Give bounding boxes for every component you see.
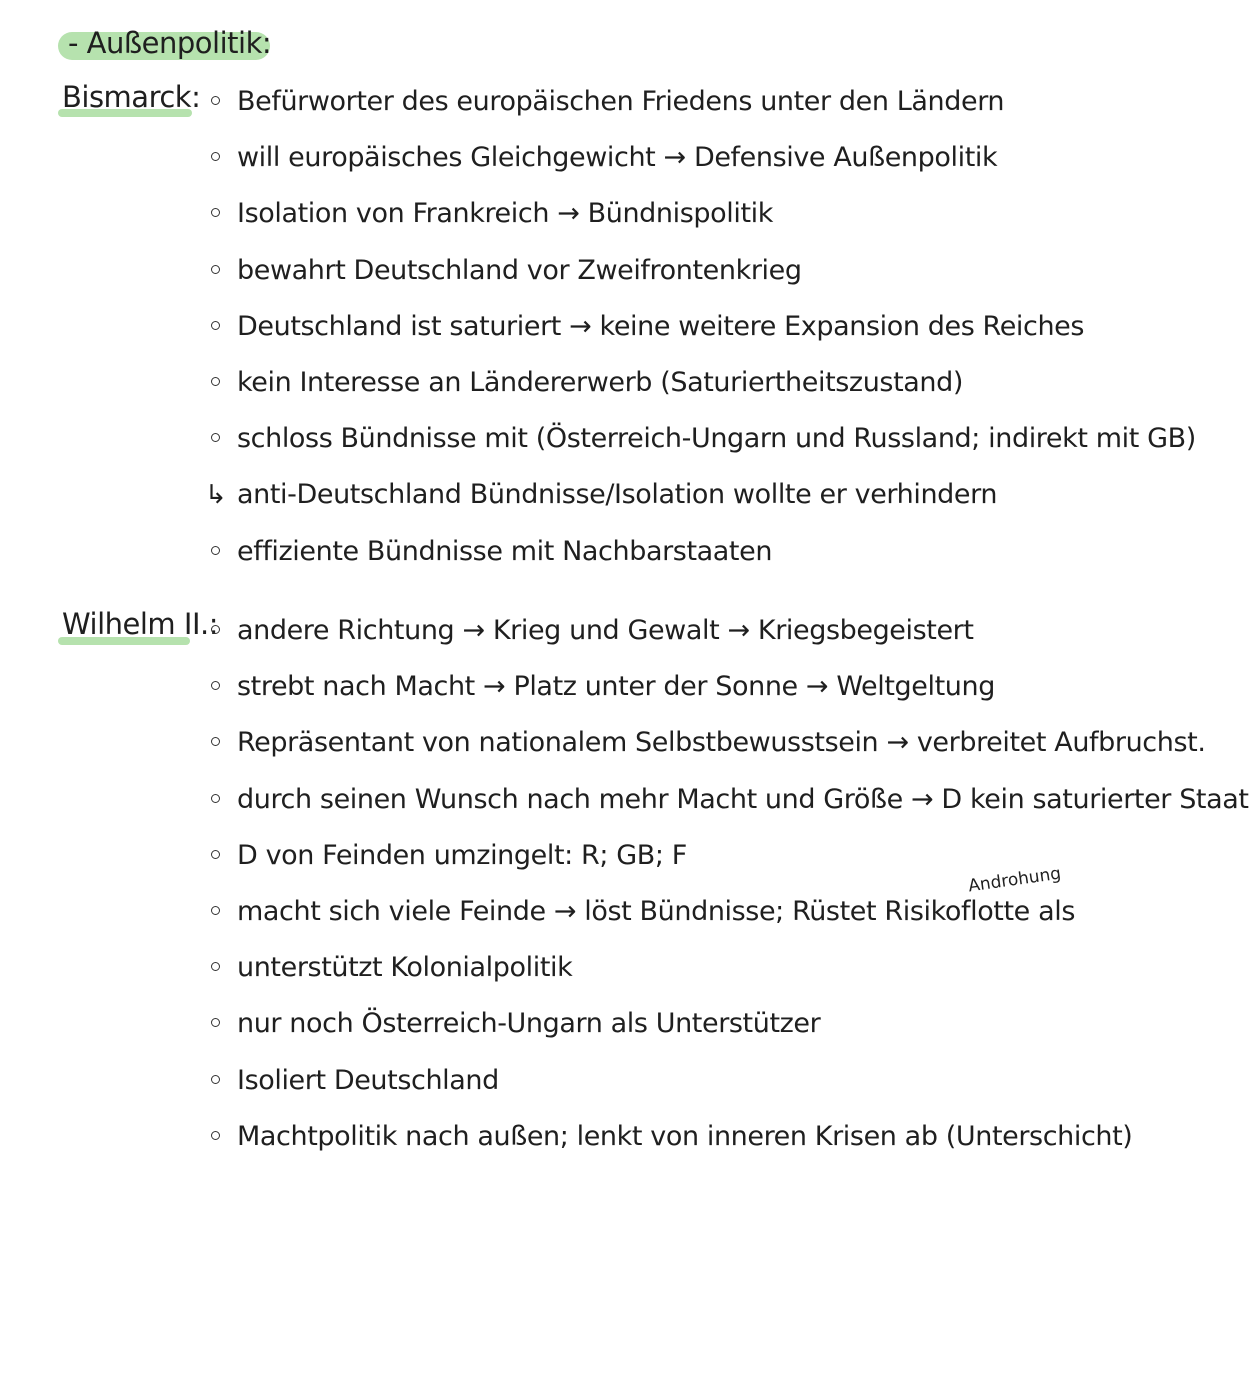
bullet-circle-icon [211,1018,220,1027]
bullet-text: strebt nach Macht → Platz unter der Sonne → Weltgeltung [237,671,995,703]
bullet-circle-icon [211,906,220,915]
wilhelm-list-item [205,1109,1133,1165]
bullet-circle-icon [211,433,220,442]
bullet-circle-icon [211,1075,220,1084]
bullet-text: schloss Bündnisse mit (Österreich-Ungarn und Russland; indirekt mit GB) [237,423,1196,455]
wilhelm-list-item [205,996,1065,1052]
wilhelm-list-item [205,940,1065,996]
bismarck-list-item [205,243,1065,299]
bullet-circle-icon [211,152,220,161]
bullet-circle-icon [211,546,220,555]
page-title: - Außenpolitik: [68,26,272,60]
bullet-circle-icon [211,737,220,746]
wilhelm-bullet-list [205,603,1249,1165]
bullet-circle-icon [211,96,220,105]
wilhelm-list-item [205,659,1065,715]
bismarck-bullet-list [205,74,1196,580]
wilhelm-list-item [205,1053,1065,1109]
bullet-circle-icon [211,681,220,690]
bullet-text: will europäisches Gleichgewicht → Defensive Außenpolitik [237,142,998,174]
bullet-text: effiziente Bündnisse mit Nachbarstaaten [237,535,773,567]
bismarck-list-item [205,186,1065,242]
bullet-text: Isolation von Frankreich → Bündnispolitik [237,198,773,230]
bullet-text: Isoliert Deutschland [237,1064,499,1096]
bullet-text: durch seinen Wunsch nach mehr Macht und Größe → D kein saturierter Staat [237,783,1249,815]
bismarck-list-item [205,524,1065,580]
bullet-text: macht sich viele Feinde → löst Bündnisse; Rüstet Risikoflotte als [237,895,1075,927]
bismarck-list-item [205,355,1065,411]
bismarck-list-item [205,299,1085,355]
wilhelm-list-item [205,603,1065,659]
wilhelm-list-item [205,828,1065,884]
bullet-text: D von Feinden umzingelt: R; GB; F [237,839,687,871]
bullet-text: Repräsentant von nationalem Selbstbewusstsein → verbreitet Aufbruchst. [237,727,1206,759]
bullet-circle-icon [211,794,220,803]
arrow-return-icon: ↳ [205,480,227,511]
wilhelm-annotation: Androhung [967,863,1063,897]
bullet-text: Machtpolitik nach außen; lenkt von inneren Krisen ab (Unterschicht) [237,1120,1133,1152]
wilhelm-list-item [205,715,1206,771]
bismarck-list-item [205,467,1065,523]
bullet-text: Befürworter des europäischen Friedens unter den Ländern [237,86,1005,117]
wilhelm-label: Wilhelm II.: [62,607,218,641]
bullet-text: andere Richtung → Krieg und Gewalt → Kriegsbegeistert [237,615,974,646]
bullet-text: Deutschland ist saturiert → keine weitere Expansion des Reiches [237,310,1085,342]
bullet-circle-icon [211,265,220,274]
section-heading [58,24,270,62]
bullet-text: kein Interesse an Ländererwerb (Saturiertheitszustand) [237,366,963,398]
bullet-circle-icon [211,321,220,330]
bismarck-list-item [205,74,1065,130]
bismarck-label: Bismarck: [62,80,201,114]
wilhelm-list-item [205,884,1075,940]
bullet-circle-icon [211,962,220,971]
bullet-text: unterstützt Kolonialpolitik [237,952,573,984]
bullet-circle-icon [211,1131,220,1140]
bullet-circle-icon [211,625,220,634]
bullet-text: anti-Deutschland Bündnisse/Isolation wollte er verhindern [237,479,998,511]
bismarck-list-item [205,411,1196,467]
bullet-text: nur noch Österreich-Ungarn als Unterstützer [237,1008,821,1040]
bullet-text: bewahrt Deutschland vor Zweifrontenkrieg [237,254,802,286]
bullet-circle-icon [211,377,220,386]
bismarck-list-item [205,130,1065,186]
bullet-circle-icon [211,208,220,217]
wilhelm-list-item [205,772,1249,828]
bullet-circle-icon [211,850,220,859]
